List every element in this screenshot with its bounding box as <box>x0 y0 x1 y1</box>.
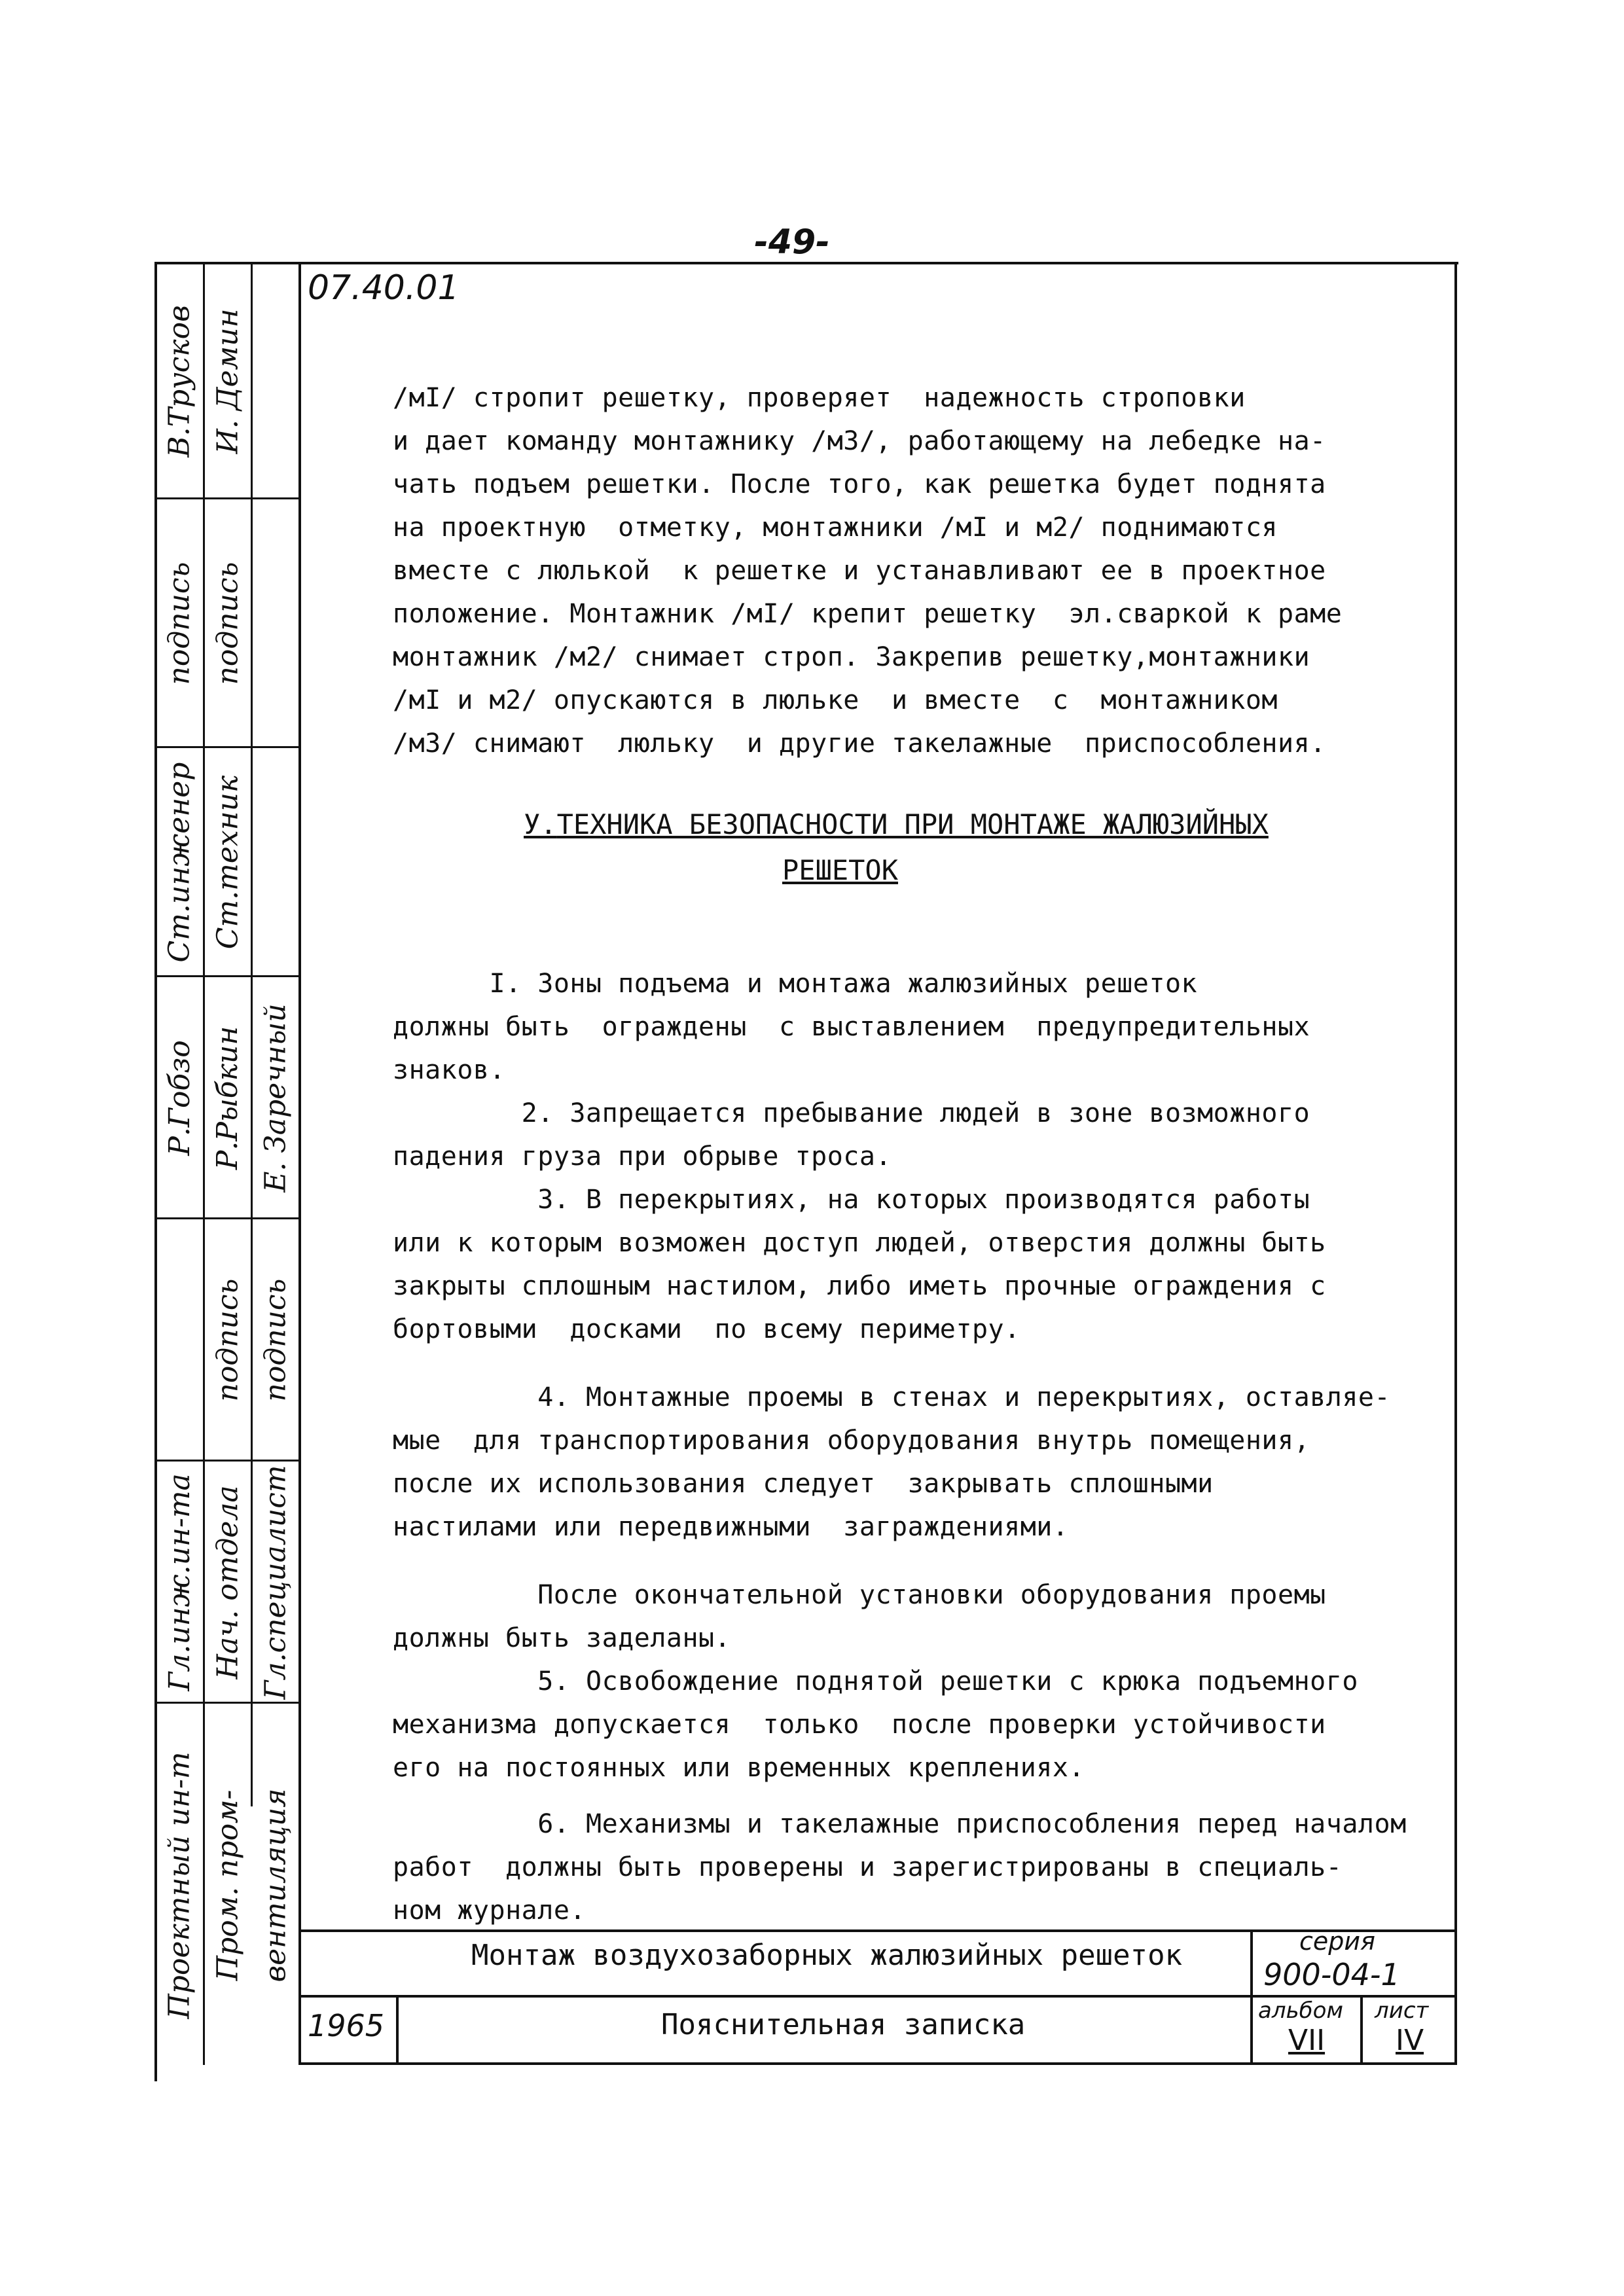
text-line: его на постоянных или временных креплениях. <box>393 1753 1085 1783</box>
section-title-line2: РЕШЕТОК <box>782 854 899 886</box>
titleblock-year-divider <box>396 1995 399 2064</box>
stamp-signature-1: подпись <box>162 562 196 685</box>
text-line: чать подъем решетки. После того, как решетка будет поднята <box>393 469 1326 499</box>
text-line: или к которым возможен доступ людей, отверстия должны быть <box>393 1228 1326 1258</box>
stamp-institute: Проектный ин-т <box>162 1751 196 2019</box>
text-line: /м3/ снимают люльку и другие такелажные приспособления. <box>393 728 1326 759</box>
list-item <box>393 962 1460 1092</box>
text-line: настилами или передвижными заграждениями. <box>393 1512 1069 1542</box>
text-line: I. Зоны подъема и монтажа жалюзийных решеток <box>393 969 1198 999</box>
text-line: /мI и м2/ опускаются в люльке и вместе с монтажником <box>393 685 1278 715</box>
text-line: 2. Запрещается пребывание людей в зоне возможного <box>393 1098 1310 1128</box>
stamp-role-chief-specialist: Гл.специалист <box>259 1465 293 1700</box>
stamp-role-chief-engineer: Гл.инж.ин-та <box>162 1473 196 1691</box>
text-line: /мI/ стропит решетку, проверяет надежность строповки <box>393 383 1246 413</box>
titleblock-sheet-label: лист <box>1375 1998 1429 2024</box>
titleblock-album-value: VII <box>1288 2024 1326 2057</box>
text-line: 6. Механизмы и такелажные приспособления перед началом <box>393 1809 1407 1839</box>
stamp-row-4 <box>156 1217 300 1219</box>
section-title-line1: ТЕХНИКА БЕЗОПАСНОСТИ ПРИ МОНТАЖЕ ЖАЛЮЗИЙНЫХ <box>556 808 1269 840</box>
section-number: У. <box>524 808 557 840</box>
stamp-name-3: Р.Гобзо <box>162 1040 196 1156</box>
text-line: падения груза при обрыве троса. <box>393 1141 892 1172</box>
text-line: вместе с люлькой к решетке и устанавливают ее в проектное <box>393 556 1326 586</box>
stamp-name-5: Е. Заречный <box>259 1003 293 1193</box>
text-line: на проектную отметку, монтажники /мI и м2/ поднимаются <box>393 512 1278 543</box>
titleblock-series-divider <box>1250 1929 1253 2064</box>
stamp-row-2 <box>156 746 300 748</box>
titleblock-title: Монтаж воздухозаборных жалюзийных решеток <box>471 1939 1183 1972</box>
list-item <box>393 1376 1460 1549</box>
list-item <box>393 1178 1460 1351</box>
text-line: механизма допускается только после проверки устойчивости <box>393 1710 1326 1740</box>
frame-top-line <box>156 262 1458 264</box>
stamp-role-st-engineer: Ст.инженер <box>162 762 196 963</box>
text-line: мые для транспортирования оборудования внутрь помещения, <box>393 1426 1310 1456</box>
document-code: 07.40.01 <box>308 268 460 308</box>
section-heading <box>524 802 1375 893</box>
stamp-row-1 <box>156 497 300 499</box>
stamp-institute-subject: вентиляция <box>259 1787 293 1982</box>
text-line: и дает команду монтажнику /м3/, работающему на лебедке на- <box>393 426 1326 456</box>
stamp-role-dept-head: Нач. отдела <box>211 1485 245 1679</box>
list-item <box>393 1573 1460 1660</box>
text-line: 5. Освобождение поднятой решетки с крюка подъемного <box>393 1666 1358 1696</box>
titleblock-sheet-value: IV <box>1396 2024 1424 2057</box>
stamp-role-st-technician: Ст.техник <box>211 775 245 950</box>
titleblock-series-label: серия <box>1299 1927 1375 1956</box>
page-number: -49- <box>754 223 830 262</box>
stamp-signature-2: подпись <box>211 562 245 685</box>
text-line: знаков. <box>393 1055 506 1085</box>
stamp-signature-3: подпись <box>211 1278 245 1402</box>
stamp-institute-dept: Пром. пром- <box>211 1789 245 1981</box>
titleblock-top <box>298 1929 1457 1932</box>
text-line: 3. В перекрытиях, на которых производятся работы <box>393 1185 1310 1215</box>
titleblock-subtitle: Пояснительная записка <box>661 2008 1026 2041</box>
text-line: монтажник /м2/ снимает строп. Закрепив решетку,монтажники <box>393 642 1310 672</box>
stamp-row-3 <box>156 975 300 977</box>
stamp-signature-4: подпись <box>259 1278 293 1402</box>
text-line: должны быть ограждены с выставлением предупредительных <box>393 1012 1310 1042</box>
stamp-row-5 <box>156 1460 300 1462</box>
stamp-name-4: Р.Рыбкин <box>211 1026 245 1170</box>
list-item <box>393 1660 1460 1789</box>
text-line: закрыты сплошным настилом, либо иметь прочные ограждения с <box>393 1271 1326 1301</box>
frame-bottom-line <box>298 2062 1457 2065</box>
stamp-row-6 <box>156 1702 300 1704</box>
stamp-name-2: И. Демин <box>211 308 245 454</box>
titleblock-year: 1965 <box>308 2008 385 2043</box>
titleblock-album-divider <box>1360 1995 1363 2064</box>
intro-paragraph <box>393 376 1460 765</box>
stamp-name-1: В.Трусков <box>162 305 196 457</box>
text-line: ном журнале. <box>393 1895 586 1926</box>
text-line: бортовыми досками по всему периметру. <box>393 1314 1020 1344</box>
text-line: 4. Монтажные проемы в стенах и перекрытиях, оставляе- <box>393 1382 1391 1412</box>
text-line: должны быть заделаны. <box>393 1623 731 1653</box>
frame-inner-left-line <box>298 262 301 2065</box>
text-line: После окончательной установки оборудования проемы <box>393 1580 1326 1610</box>
safety-rules-list <box>393 962 1460 1932</box>
list-item <box>393 1803 1460 1932</box>
titleblock-album-label: альбом <box>1258 1998 1344 2024</box>
text-line: работ должны быть проверены и зарегистрированы в специаль- <box>393 1852 1343 1882</box>
text-line: после их использования следует закрывать сплошными <box>393 1469 1214 1499</box>
titleblock-series-value: 900-04-1 <box>1263 1957 1400 1992</box>
text-line: положение. Монтажник /мI/ крепит решетку эл.сваркой к раме <box>393 599 1343 629</box>
list-item <box>393 1092 1460 1178</box>
